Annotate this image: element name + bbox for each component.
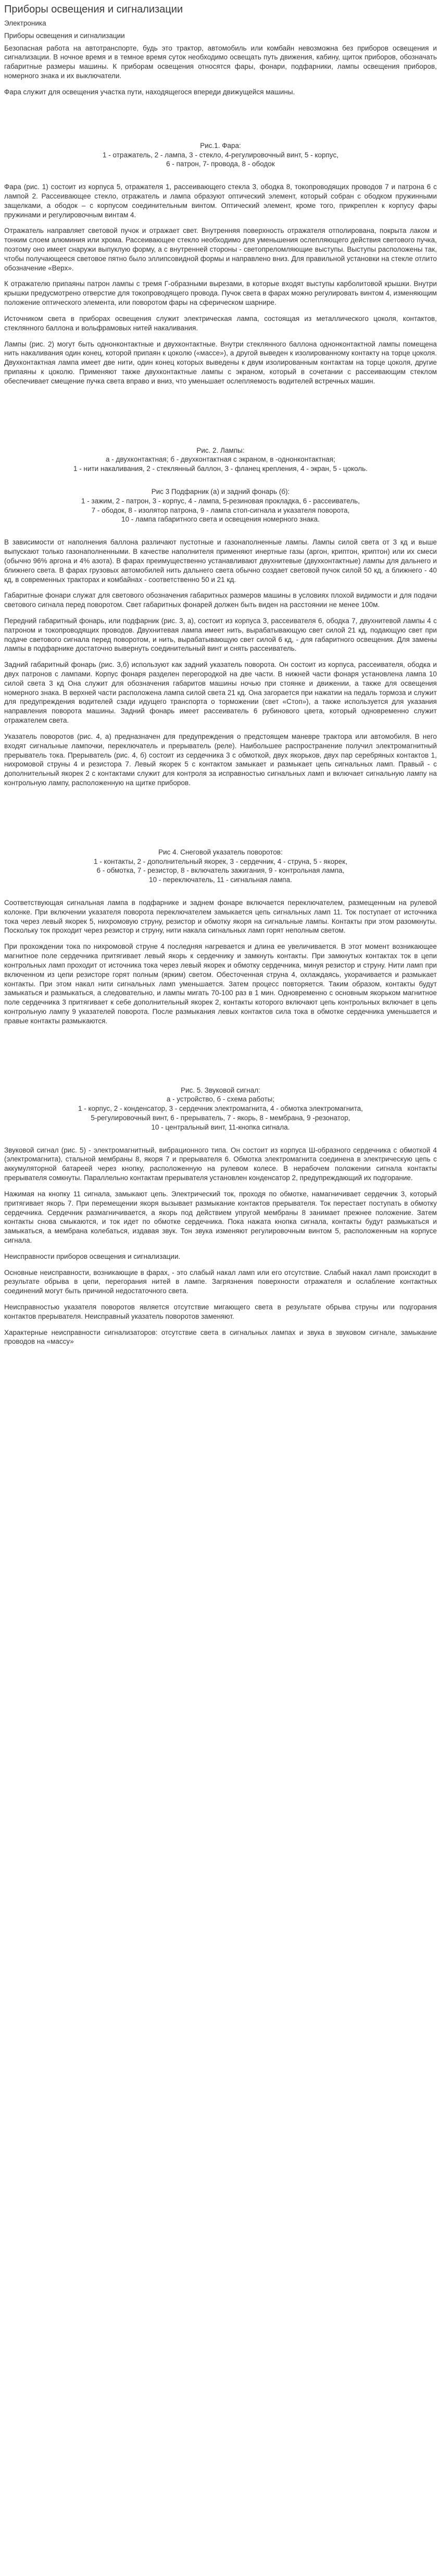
caption-line: 10 - центральный винт, 11-кнопка сигнала. [151,1123,290,1131]
figure-caption-1 [4,141,437,169]
figure-placeholder [4,795,437,841]
paragraph: Лампы (рис. 2) могут быть однонконтактные и двухконтактные. Внутри стеклянного баллона однонконтактной лампы помещена нить накаливания один конец, которой припаян к цоколю («массе»), а другой выведен к изолированному контакту на торце цоколя. Двухконтактная лампа имеет две нити, один конец которых выведены к двум изолированным контактам на торце цоколя, другие припаяны к цоколю. Применяют также двухконтактные лампы с экраном, который в сочетании с рассеивающим стеклом обеспечивает смещение пучка света вправо и вниз, что уменьшает ослепляемость водителей встречных машин. [4,340,437,385]
figure-caption-3 [4,487,437,524]
paragraph: Звуковой сигнал (рис. 5) - электромагнитный, вибрационного типа. Он состоит из корпуса Ш-образного сердечника с обмоткой 4 (электромагнита), стальной мембраны 8, якоря 7 и прерывателя 6. Обмотка электромагнита соединена в электрическую цепь с аккумуляторной батареей через кнопку, расположенную на рулевом колесе. В нерабочем положении сигнала контакты прерывателя сомкнуты. Параллельно контактам прерывателя установлен конденсатор 2, предупреждающий их подгорание. [4,1146,437,1182]
figure-placeholder [4,1033,437,1080]
caption-line: 1 - контакты, 2 - дополнительный якорек, 3 - сердечник, 4 - струна, 5 - якорек, [94,857,347,865]
paragraph: Характерные неисправности сигнализаторов: отсутствие света в сигнальных лампах и звука в звуковом сигнале, замыкание проводов на «массу» [4,1328,437,1346]
paragraph: Безопасная работа на автотранспорте, будь это трактор, автомобиль или комбайн невозможна без приборов освещения и сигнализации. В ночное время и в темное время суток необходимо освещать путь движения, кабину, щиток приборов, обозначать габаритные размеры машины. К приборам освещения относятся фары, фонари, подфарники, лампы освещения приборов, номерного знака и их выключатели. [4,44,437,80]
category-label: Электроника [4,19,46,27]
caption-title: Рис.1. Фара: [200,141,241,150]
paragraph: Отражатель направляет световой пучок и отражает свет. Внутренняя поверхность отражателя отполирована, покрыта лаком и тонким слоем алюминия или хрома. Рассеивающее стекло необходимо для уменьшения ослепляющего действия светового пучка, поэтому оно имеет снаружи выпуклую форму, а с внутренней стороны - светопреломляющие выступы. Выступы расположены так, чтобы получающееся световое пятно было эллипсовидной формы и направлено вниз. Для правильной установки на стекле отлито обозначение «Верх». [4,227,437,272]
paragraph: Передний габаритный фонарь, или подфарник (рис. 3, а), состоит из корпуса 3, рассеивателя 6, ободка 7, двухнитевой лампы 4 с патроном и токопроводящих проводов. Двухнитевая лампа имеет нить, вырабатывающую свет силой 21 кд, подающую свет при подаче светового сигнала перед поворотом, и нить, вырабатывающую свет силой 6 кд, - для габаритного освещения. Для замены лампы в подфарнике достаточно вывернуть соединительный винт и снять рассеиватель. [4,616,437,653]
paragraph: Указатель поворотов (рис. 4, а) предназначен для предупреждения о предстоящем маневре трактора или автомобиля. В него входят сигнальные лампочки, переключатель и прерыватель (реле). Наибольшее распространение получил электромагнитный прерыватель тока. Прерыватель (рис. 4, б) состоит из сердечника 3 с обмоткой, двух якорьков, двух пар серебряных контактов 1, нихромовой струны 4 и резистора 7. Левый якорек 5 с контактом замыкает и размыкает цепь сигнальных ламп. Правый - с дополнительный якорек 2 с контактами служит для контроля за исправностью сигнальных ламп и включает сигнальную лампу на контрольную лампу, расположенную на щитке приборов. [4,732,437,787]
paragraph: Фара служит для освещения участка пути, находящегося впереди движущейся машины. [4,88,295,96]
caption-line: а - устройство, б - схема работы; [166,1095,275,1104]
caption-line: 5-регулировочный винт, 6 - прерыватель, 7 - якорь, 8 - мембрана, 9 -резонатор, [91,1114,350,1122]
paragraph: Основные неисправности, возникающие в фарах, - это слабый накал ламп или его отсутствие. Слабый накал ламп происходит в результате обрыва в цепи, перегорания нитей в лампе. Загрязнения поверхности отражателя и ослабление контактных соединений могут быть причиной недостаточного света. [4,1268,437,1295]
paragraph: При прохождении тока по нихромовой струне 4 последняя нагревается и длина ее увеличивается. В этот момент возникающее магнитное поле сердечника притягивает левый якорь к сердечнику и замкнуть контакты. При замкнутых контактах ток в цепи контрольных ламп проходит от источника тока через левый якорек и обмотку сердечника, минуя резистор и струну. Нити ламп при включенном из цепи резисторе горят полным (ярким) светом. Обесточенная струна 4, охлаждаясь, укорачивается и размыкает контакты. При этом накал нити сигнальных ламп уменьшается. Затем процесс повторяется. Таким образом, контакты будут замыкаться и размыкаться, а следовательно, и лампы мигать 70-100 раз в 1 мин. Одновременно с основным якорьком магнитное поле сердечника 3 притягивает к себе дополнительный якорек 2, контакты которого включают цепь контрольных включает в цепь контрольную лампу 9 указателей поворота. После размыкания левых контактов сила тока в обмотке сердечника уменьшается и правые контакты размыкаются. [4,943,437,1025]
paragraph: Габаритные фонари служат для светового обозначения габаритных размеров машины в условиях плохой видимости и для подачи светового сигнала перед поворотом. Свет габаритных фонарей должен быть виден на расстоянии не менее 100м. [4,591,437,609]
figure-caption-2 [4,446,437,474]
paragraph: Нажимая на кнопку 11 сигнала, замыкают цепь. Электрический ток, проходя по обмотке, намагничивает сердечник 3, который притягивает якорь 7. При перемещении якоря вызывает размыкание контактов прерывателя. Ток перестает поступать в обмотку сердечника. Сердечник размагничивается, а якорь под действием упругой мембраны 8 занимает прежнее положение. Затем контакты снова смыкаются, и ток идет по обмотке сердечника. Пока нажата кнопка сигнала, контакты будут размыкаться и замыкаться, а мембрана колебаться, издавая звук. Тон звука изменяют регулировочным винтом 5, расположенным на корпусе сигнала. [4,1190,437,1244]
caption-title: Рис. 5. Звуковой сигнал: [181,1086,260,1094]
caption-line: 6 - патрон, 7- провода, 8 - ободок [166,160,275,168]
caption-line: 6 - обмотка, 7 - резистор, 8 - включатель зажигания, 9 - контрольная лампа, [96,866,345,875]
caption-line: 1 - нити накаливания, 2 - стеклянный баллон, 3 - фланец крепления, 4 - экран, 5 - цоколь. [73,465,368,473]
caption-title: Рис. 2. Лампы: [196,446,245,454]
figure-caption-5 [4,1086,437,1132]
paragraph: К отражателю припаяны патрон лампы с тремя Г-образными вырезами, в которые входят выступы карболитовой крышки. Внутри крышки предусмотрено отверстие для токопроводящего провода. Пучок света в фарах можно регулировать винтом 4, изменяющим положение оптического элемента, или поворотом фары на сферическом шарнире. [4,280,437,307]
article-subtitle: Приборы освещения и сигнализации [4,31,125,40]
caption-line: а - двухконтактная; б - двухконтактная с экраном, в -однонконтактная; [106,455,335,464]
caption-line: 10 - лампа габаритного света и освещения номерного знака. [121,515,320,524]
figure-placeholder [4,393,437,440]
paragraph: Неисправности приборов освещения и сигнализации. [4,1252,181,1260]
caption-line: 1 - корпус, 2 - конденсатор, 3 - сердечник электромагнита, 4 - обмотка электромагнита, [78,1105,363,1113]
caption-line: 1 - зажим, 2 - патрон, 3 - корпус, 4 - лампа, 5-резиновая прокладка, 6 - рассеиватель, [81,497,360,505]
paragraph: Соответствующая сигнальная лампа в подфарнике и заднем фонаре включается переключателем, размещенным на рулевой колонке. При включении указателя поворота переключателем замыкается цепь сигнальных ламп 11. Ток поступает от источника тока через левый якорек 5, нихромовую струну, резистор и обмотку якоря на сигнальные лампы. Контакты при этом разомкнуты. Поскольку ток проходит через резистор и струну, нити накала сигнальных ламп горят неполным светом. [4,899,437,935]
caption-line: 7 - ободок, 8 - изолятор патрона, 9 - лампа стоп-сигнала и указателя поворота, [91,506,350,514]
paragraph: В зависимости от наполнения баллона различают пустотные и газонаполненные лампы. Лампы силой света от 3 кд и выше выпускают только газонаполненными. В качестве наполнителя применяют инертные газы (аргон, криптон, криптон) или их смеси (обычно 96% аргона и 4% азота). В фарах преимущественно устанавливают двухнитевые (двухконтактные) лампы для дальнего и ближнего света. В фарах грузовых автомобилей нить дальнего света обычно создает световой пучок силой 50 кд, а ближнего - 40 кд, в современных тракторах и комбайнах - соответственно 50 и 21 кд. [4,538,437,584]
caption-title: Рис 4. Снеговой указатель поворотов: [158,848,283,856]
paragraph: Задний габаритный фонарь (рис. 3,б) используют как задний указатель поворота. Он состоит из корпуса, рассеивателя, ободка и двух патронов с лампами. Корпус фонаря разделен перегородкой на две части. В нижней части фонаря установлена лампа 10 силой света 3 кд Она служит для обозначения габаритов машины ночью при стоянке и движении, а также для освещения номерного знака. В верхней части расположена лампа силой света 21 кд. Она загорается при нажатии на педаль тормоза и служит для предупреждения водителей сзади идущего транспорта о торможении (свет «Стоп»), а также используется для указания направления поворота машины. Задний фонарь имеет рассеиватель 6 рубинового цвета, который одновременно служит отражателем света. [4,661,437,725]
paragraph: Неисправностью указателя поворотов является отсутствие мигающего света в результате обрыва струны или подгорания контактов прерывателя. Неисправный указатель поворотов заменяют. [4,1303,437,1320]
caption-line: 1 - отражатель, 2 - лампа, 3 - стекло, 4-регулировочный винт, 5 - корпус, [103,151,338,159]
page-title: Приборы освещения и сигнализации [4,4,183,15]
paragraph: Источником света в приборах освещения служит электрическая лампа, состоящая из металлического цоколя, контактов, стеклянного баллона и вольфрамовых нитей накаливания. [4,314,437,332]
caption-line: 10 - переключатель, 11 - сигнальная лампа. [149,876,292,884]
figure-placeholder [4,104,437,135]
caption-title: Рис 3 Подфарник (а) и задний фонарь (б): [151,488,290,496]
figure-caption-4 [4,848,437,885]
paragraph: Фара (рис. 1) состоит из корпуса 5, отражателя 1, рассеивающего стекла 3, ободка 8, токопроводящих проводов 7 и патрона 6 с лампой 2. Рассеивающее стекло, отражатель и лампа образуют оптический элемент, который собран с ободком пружинными защелками, а ободок – с корпусом соединительным винтом. Оптический элемент, кроме того, прикреплен к корпусу фары пружинами и регулировочным винтам 4. [4,183,437,219]
